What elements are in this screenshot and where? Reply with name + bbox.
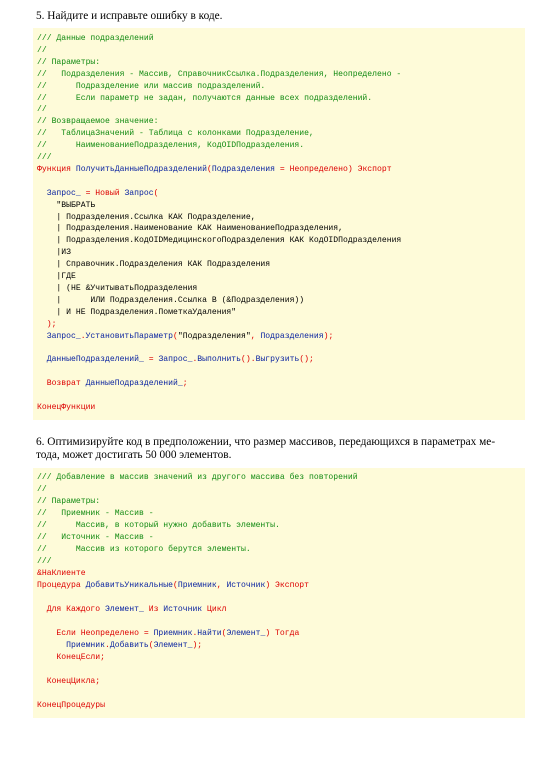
code-token: ); <box>192 641 203 650</box>
code-token: |ГДЕ <box>37 272 76 281</box>
code-token: // Параметры: <box>37 57 101 67</box>
code-token: ДанныеПодразделений_ <box>37 355 144 365</box>
code-line <box>37 224 343 234</box>
code-line <box>37 213 256 223</box>
code-token: // Если параметр не задан, получаются данные всех подразделений. <box>37 93 373 103</box>
code-token: . <box>192 629 198 638</box>
code-token: Процедура <box>37 581 86 590</box>
code-token: // Подразделения - Массив, СправочникСсылка.Подразделения, Неопределено - <box>37 69 402 79</box>
task-6-code-block <box>33 468 525 718</box>
code-token: Приемник <box>37 641 105 650</box>
code-line <box>37 272 76 282</box>
code-line <box>37 129 314 139</box>
code-line <box>37 403 95 413</box>
code-token: Если Неопределено = <box>37 629 154 638</box>
code-token: ) Тогда <box>265 629 300 638</box>
code-line <box>37 557 52 567</box>
code-token: ( <box>221 629 227 638</box>
code-token: Выполнить <box>197 355 242 365</box>
code-line <box>37 296 304 306</box>
code-token: Элемент_ <box>105 605 144 614</box>
code-line <box>37 189 158 199</box>
task-5-code-block <box>33 28 525 420</box>
code-token: // Возвращаемое значение: <box>37 117 159 127</box>
code-line <box>37 141 304 151</box>
code-token: | И НЕ Подразделения.ПометкаУдаления" <box>37 307 237 317</box>
code-line <box>37 485 47 495</box>
code-token: КонецФункции <box>37 402 96 412</box>
code-token: // Источник - Массив - <box>37 533 154 542</box>
code-token: . <box>80 331 86 341</box>
code-token: // <box>37 45 47 55</box>
code-token: | ИЛИ Подразделения.Ссылка В (&Подразделения)) <box>37 295 305 305</box>
task-5-heading: 5. Найдите и исправьте ошибку в коде. <box>36 10 223 22</box>
code-token: КонецПроцедуры <box>37 701 105 710</box>
code-line <box>37 320 56 330</box>
code-token: // Приемник - Массив - <box>37 509 154 518</box>
code-token: Запрос_ <box>158 355 193 365</box>
code-token: ( <box>148 641 154 650</box>
code-token: /// <box>37 153 52 162</box>
code-line <box>37 201 95 211</box>
code-token: Элемент_ <box>153 641 193 650</box>
code-token: // Параметры: <box>37 497 101 506</box>
code-line <box>37 46 47 56</box>
code-line <box>37 308 236 318</box>
code-token: Запрос_ <box>37 188 81 198</box>
code-token: // НаименованиеПодразделения, КодOIDПодразделения. <box>37 141 305 151</box>
code-line <box>37 332 333 342</box>
code-token: ; <box>182 379 188 389</box>
code-line <box>37 236 401 246</box>
code-token: , <box>216 581 227 590</box>
code-line <box>37 605 226 615</box>
code-line <box>37 165 392 175</box>
code-line <box>37 629 299 639</box>
code-token: /// Добавление в массив значений из другого массива без повторений <box>37 473 358 482</box>
code-token: КонецЕсли; <box>37 653 105 662</box>
code-line <box>37 105 47 115</box>
code-token: "ВЫБРАТЬ <box>37 200 96 210</box>
code-token: // Массив из которого берутся элементы. <box>37 545 251 554</box>
code-token: "Подразделения" <box>177 331 251 341</box>
code-line <box>37 117 158 127</box>
code-line <box>37 355 314 365</box>
code-token: | (НЕ &УчитыватьПодразделения <box>37 283 198 293</box>
code-token: Функция <box>37 164 76 174</box>
code-line <box>37 653 105 663</box>
code-token: ( <box>173 331 178 341</box>
code-token: | Подразделения.Наименование КАК НаименованиеПодразделения, <box>37 224 343 234</box>
code-token: (). <box>241 355 256 365</box>
code-token: = Новый <box>80 188 125 198</box>
code-token: // Подразделение или массив подразделений. <box>37 81 266 91</box>
code-token: Выгрузить <box>255 355 300 365</box>
code-line <box>37 581 309 591</box>
code-line <box>37 533 154 543</box>
code-line <box>37 34 154 44</box>
code-token: ПолучитьДанныеПодразделений <box>75 164 207 174</box>
code-line <box>37 545 251 555</box>
code-token: КонецЦикла; <box>37 677 101 686</box>
code-token: = <box>143 355 159 365</box>
code-token: ( <box>207 164 212 174</box>
code-token: (); <box>299 355 314 365</box>
code-token: Подразделения <box>260 331 324 341</box>
code-token: /// Данные подразделений <box>37 34 154 43</box>
code-line <box>37 509 154 519</box>
code-line <box>37 153 52 163</box>
code-token: Источник <box>226 581 266 590</box>
code-token: /// <box>37 557 52 566</box>
code-token: . <box>192 355 198 365</box>
code-token: | Подразделения.КодOIDМедицинскогоПодразделения КАК КодOIDПодразделения <box>37 236 402 246</box>
code-token: Приемник <box>177 581 217 590</box>
code-token: // Массив, в который нужно добавить элементы. <box>37 521 280 530</box>
code-line <box>37 701 105 711</box>
code-line <box>37 70 401 80</box>
code-token: Из <box>143 605 164 614</box>
code-token: Найти <box>197 629 222 638</box>
code-token: Приемник <box>153 629 193 638</box>
code-line <box>37 82 265 92</box>
code-token: &НаКлиенте <box>37 569 86 578</box>
code-token: ); <box>323 331 334 341</box>
code-token: Возврат <box>37 379 86 389</box>
code-token: ДобавитьУникальные <box>85 581 174 590</box>
code-line <box>37 497 100 507</box>
code-token: |ИЗ <box>37 248 71 258</box>
code-token: ) Экспорт <box>265 581 310 590</box>
code-token: Добавить <box>109 641 149 650</box>
code-token: Источник <box>163 605 203 614</box>
task-6-heading <box>36 436 529 462</box>
code-line <box>37 260 270 270</box>
code-line <box>37 58 100 68</box>
code-token: Запрос <box>124 188 154 198</box>
code-token: ( <box>173 581 178 590</box>
code-token: // <box>37 485 47 494</box>
code-token: ); <box>37 319 57 329</box>
code-token: . <box>105 641 110 650</box>
code-line <box>37 521 280 531</box>
code-line <box>37 284 197 294</box>
code-token: Запрос_ <box>37 331 81 341</box>
code-token: Цикл <box>202 605 227 614</box>
code-line <box>37 473 358 483</box>
code-token: // ТаблицаЗначений - Таблица с колонками Подразделение, <box>37 129 314 139</box>
code-line <box>37 641 202 651</box>
code-token: // <box>37 105 47 115</box>
code-token: , <box>250 331 261 341</box>
code-token: | Справочник.Подразделения КАК Подразделения <box>37 260 271 270</box>
code-token: Для Каждого <box>37 605 105 614</box>
code-token: Подразделения <box>211 164 276 174</box>
code-token: Элемент_ <box>226 629 266 638</box>
code-line <box>37 248 71 258</box>
code-token: = Неопределено) Экспорт <box>275 164 392 174</box>
task-6-heading-line-1: 6. Оптимизируйте код в предположении, что размер массивов, передающихся в параметрах ме- <box>36 436 496 448</box>
code-token: УстановитьПараметр <box>85 331 174 341</box>
code-line <box>37 94 372 104</box>
code-line <box>37 569 86 579</box>
code-token: | Подразделения.Ссылка КАК Подразделение, <box>37 212 256 222</box>
code-token: ДанныеПодразделений_ <box>85 379 183 389</box>
code-token: ( <box>153 188 159 198</box>
code-line <box>37 677 100 687</box>
code-line <box>37 379 188 389</box>
task-6-heading-line-2: тода, может достигать 50 000 элементов. <box>36 449 232 461</box>
